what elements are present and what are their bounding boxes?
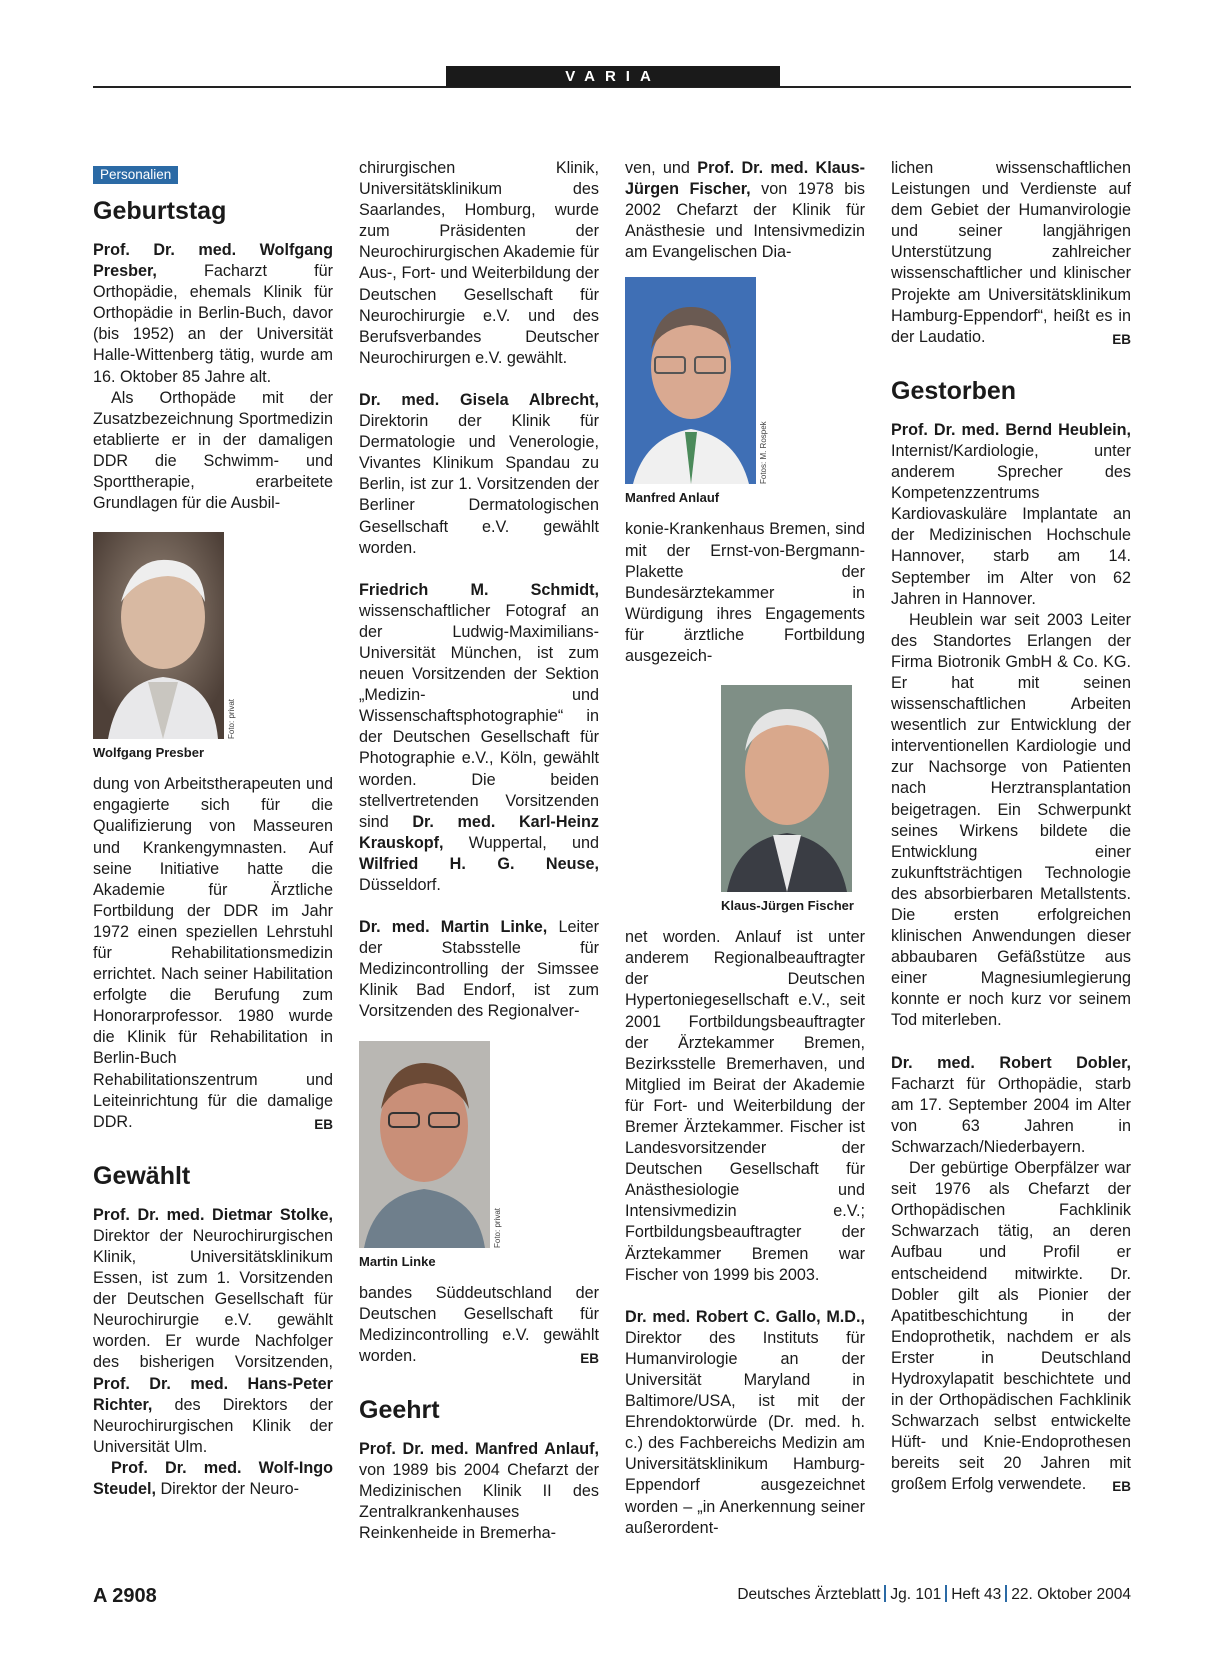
paragraph: Prof. Dr. med. Dietmar Stolke, Direktor der Neurochirurgischen Klinik, Universitätsklinikum Essen, ist zum 1. Vorsitzenden der Deutschen Gesellschaft für Neurochirurgie e.V. gewählt worden. Er wurde Nachfolger des bisherigen Vorsitzenden, Prof. Dr. med. Hans-Peter Richter, des Direktors der Neurochirurgischen Klinik der Universität Ulm. [93,1205,333,1456]
portrait-photo-presber [93,532,224,739]
heading-gestorben: Gestorben [891,376,1017,405]
paragraph: Als Orthopäde mit der Zusatzbezeichnung Sportmedizin etablierte er in der damaligen DDR die Schwimm- und Sporttherapie, erarbeitete Grundlagen für die Ausbil- [93,388,333,513]
paragraph: konie-Krankenhaus Bremen, sind mit der Ernst-von-Bergmann-Plakette der Bundesärztekammer in Würdigung ihres Engagements für ärztliche Fortbildung ausgezeich- [625,520,865,666]
portrait-figure [721,685,865,913]
paragraph: net worden. Anlauf ist unter anderem Regionalbeauftragter der Deutschen Hypertoniegesellschaft e.V., seit 2001 Fortbildungsbeauftragter der Ärztekammer Bremen, Bezirksstelle Bremerhaven, und Mitglied im Beirat der Akademie für Fort- und Weiterbildung der Bremer Ärztekammer. Fischer ist Landesvorsitzender der Deutschen Gesellschaft für Anästhesiologie und Intensivmedizin e.V.; Fortbildungsbeauftragter der Ärztekammer Bremen war Fischer von 1999 bis 2003. [625,928,865,1284]
paragraph: Prof. Dr. med. Manfred Anlauf, von 1989 bis 2004 Chefarzt der Medizinischen Klinik II des Zentralkrankenhauses Reinkenheide in Bremerha- [359,1439,599,1543]
paragraph: Prof. Dr. med. Wolfgang Presber, Facharzt für Orthopädie, ehemals Klinik für Orthopädie in Berlin-Buch, davor (bis 1952) an der Universität Halle-Wittenberg tätig, wurde am 16. Oktober 85 Jahre alt. [93,241,333,386]
column-1 [93,158,333,1500]
paragraph: lichen wissenschaftlichen Leistungen und Verdienste auf dem Gebiet der Humanvirologie und seiner langjährigen Unterstützung zahlreicher wissenschaftlicher und klinischer Projekte am Universitätsklinikum Hamburg-Eppendorf“, heißt es in der Laudatio. EB [891,159,1131,347]
paragraph: Dr. med. Robert C. Gallo, M.D., Direktor des Instituts für Humanvirologie an der Universität Maryland in Baltimore/USA, ist mit der Ehrendoktorwürde (Dr. med. h. c.) des Fachbereichs Medizin am Universitätsklinikum Hamburg-Eppendorf ausgezeichnet worden – „in Anerkennung seiner außerordent- [625,1307,865,1537]
paragraph: Dr. med. Gisela Albrecht, Direktorin der Klinik für Dermatologie und Venerologie, Vivantes Klinikum Spandau zu Berlin, ist zur 1. Vorsitzenden der Berliner Dermatologischen Gesellschaft e.V. gewählt worden. [359,390,599,557]
portrait-figure [93,532,333,760]
heading-gewaehlt: Gewählt [93,1161,191,1190]
photo-caption: Wolfgang Presber [93,745,205,761]
photo-credit: Fotos: M. Rospek [759,421,768,485]
paragraph: Prof. Dr. med. Bernd Heublein, Internist/Kardiologie, unter anderem Sprecher des Kompetenzzentrums Kardiovaskuläre Implantate an der Medizinischen Hochschule Hannover, starb am 14. September im Alter von 62 Jahren in Hannover. [891,420,1131,608]
section-header: VARIA [446,66,780,87]
column-2 [359,158,599,1544]
paragraph: Dr. med. Robert Dobler, Facharzt für Orthopädie, starb am 17. September 2004 im Alter von 63 Jahren in Schwarzach/Niederbayern. [891,1053,1131,1156]
paragraph: chirurgischen Klinik, Universitätsklinikum des Saarlandes, Homburg, wurde zum Präsidenten der Neurochirurgischen Akademie für Aus-, Fort- und Weiterbildung der Deutschen Gesellschaft für Neurochirurgie e.V. und des Berufsverbandes Deutscher Neurochirurgen e.V. gewählt. [359,159,599,367]
paragraph: Der gebürtige Oberpfälzer war seit 1976 als Chefarzt der Orthopädischen Fachklinik Schwarzach tätig, an deren Aufbau und Profil er entscheidend mitwirkte. Dr. Dobler gilt als Pionier der Apatitbeschichtung in der Endoprothetik, nachdem er als Erster in Deutschland Hydroxylapatit beschichtete und in der Orthopädischen Fachklinik Schwarzach selbst entwickelte Hüft- und Knie-Endoprothesen bereits seit 20 Jahren mit großem Erfolg verwendete. EB [891,1159,1131,1495]
paragraph: bandes Süddeutschland der Deutschen Gesellschaft für Medizincontrolling e.V. gewählt worden. EB [359,1283,599,1366]
photo-credit: Foto: privat [227,699,236,740]
journal-volume: Jg. 101 [890,1586,942,1603]
page-number: A 2908 [93,1585,157,1607]
category-tag: Personalien [93,166,178,184]
photo-caption: Martin Linke [359,1253,436,1269]
journal-issue: Heft 43 [951,1586,1002,1603]
photo-caption: Manfred Anlauf [625,490,720,506]
heading-geburtstag: Geburtstag [93,197,227,225]
paragraph: ven, und Prof. Dr. med. Klaus-Jürgen Fischer, von 1978 bis 2002 Chefarzt der Klinik für Anästhesie und Intensivmedizin am Evangelischen Dia- [625,159,866,262]
journal-name: Deutsches Ärzteblatt [737,1586,881,1603]
paragraph: Friedrich M. Schmidt, wissenschaftlicher Fotograf an der Ludwig-Maximilians-Universität München, ist zum neuen Vorsitzenden der Sektion „Medizin- und Wissenschaftsphotographie“ in der Deutschen Gesellschaft für Photographie e.V., Köln, gewählt worden. Die beiden stellvertretenden Vorsitzenden sind Dr. med. Karl-Heinz Krauskopf, Wuppertal, und Wilfried H. G. Neuse, Düsseldorf. [359,580,599,894]
photo-credit: Foto: privat [493,1207,502,1248]
portrait-figure [625,277,865,505]
portrait-photo-fischer [721,685,852,892]
paragraph: Dr. med. Martin Linke, Leiter der Stabsstelle für Medizincontrolling der Simssee Klinik Bad Endorf, ist zum Vorsitzenden des Regionalver- [359,918,599,1021]
photo-caption: Klaus-Jürgen Fischer [721,898,854,914]
journal-citation [737,1585,1131,1604]
paragraph: Prof. Dr. med. Wolf-Ingo Steudel, Direktor der Neuro- [93,1458,333,1499]
portrait-figure [359,1041,599,1269]
journal-date: 22. Oktober 2004 [1011,1586,1131,1603]
heading-geehrt: Geehrt [359,1395,440,1424]
paragraph: Heublein war seit 2003 Leiter des Standortes Erlangen der Firma Biotronik GmbH & Co. KG. Er hat mit seinen wissenschaftlichen Arbeiten wesentlich zur Entwicklung der interventionellen Kardiologie und zur Nachsorge von Patienten nach Herztransplantation beigetragen. Ein Schwerpunkt seines Wirkens bildete die Entwicklung einer zukunftsträchtigen Technologie des absorbierbaren Metallstents. Die ersten erfolgreichen klinischen Anwendungen dieser abbaubaren Gefäßstütze aus einer Magnesiumlegierung konnte er noch kurz vor seinem Tod miterleben. [891,610,1131,1030]
column-3 [625,158,865,1539]
portrait-photo-anlauf [625,277,756,484]
paragraph: dung von Arbeitstherapeuten und engagierte sich für die Qualifizierung von Masseuren und Krankengymnasten. Auf seine Initiative hatte die Akademie für Ärztliche Fortbildung der DDR im Jahr 1972 einen speziellen Lehrstuhl für Rehabilitationsmedizin errichtet. Nach seiner Habilitation erfolgte die Berufung zum Honorarprofessor. 1980 wurde die Klinik für Rehabilitation in Berlin-Buch Rehabilitationszentrum und Leiteinrichtung für die damalige DDR. EB [93,775,333,1132]
column-4 [891,158,1131,1498]
portrait-photo-linke [359,1041,490,1248]
